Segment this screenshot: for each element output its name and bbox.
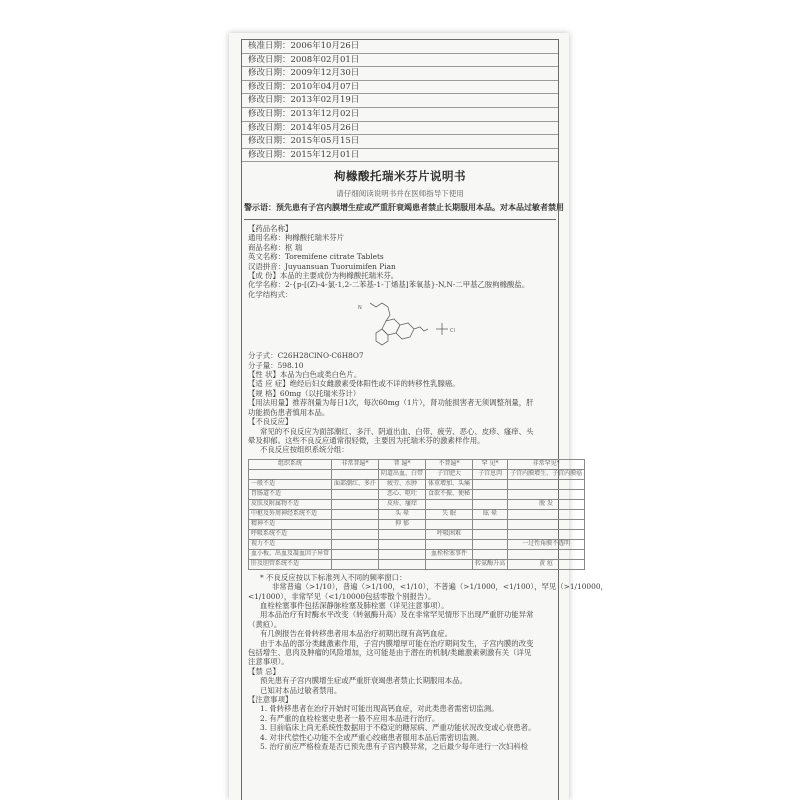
- table-cell: 面部潮红、多汗: [332, 479, 379, 489]
- table-row: [249, 489, 585, 499]
- indications: 【适 应 症】绝经后妇女雌激素受体阳性或不详的转移性乳腺癌。: [248, 379, 460, 389]
- paragraph-line: 有几例报告在骨转移患者用本品治疗初期出现有高钙血症。: [260, 629, 453, 639]
- molecular-formula: 分子式：C26H28ClNO·C6H8O7: [248, 351, 364, 361]
- table-cell: [473, 549, 508, 559]
- table-cell: 皮疹、瘙痒: [379, 499, 426, 509]
- warning-statement: 警示语：预先患有子宫内膜增生症或严重肝衰竭患者禁止长期服用本品。对本品过敏者禁用: [244, 202, 556, 220]
- revision-date: 修改日期：2010年04月07日: [242, 81, 558, 95]
- table-cell: 子宫内膜增生、子宫内膜癌: [508, 469, 585, 479]
- table-cell: 血栓栓塞事件: [426, 549, 473, 559]
- table-cell: 恶心、呕吐: [379, 489, 426, 499]
- table-cell: [508, 519, 585, 529]
- paragraph-line: 注意事项）。: [248, 657, 289, 667]
- document-title: 枸橼酸托瑞米芬片说明书: [334, 169, 466, 183]
- section-drug-name: 【药品名称】: [248, 224, 293, 233]
- revision-date: 修改日期：2015年12月01日: [242, 149, 558, 163]
- table-row: [249, 549, 585, 559]
- table-cell: [508, 509, 585, 519]
- table-cell: [379, 529, 426, 539]
- revision-date: 修改日期：2008年02月01日: [242, 54, 558, 68]
- table-header-cell: 不普遍*: [426, 459, 473, 469]
- table-cell: 精神不适: [249, 519, 332, 529]
- contraindications-header: 【禁 忌】: [248, 666, 280, 676]
- table-row: [249, 559, 585, 569]
- table-cell: [473, 519, 508, 529]
- table-cell: [332, 539, 379, 549]
- table-cell: [379, 559, 426, 569]
- leaflet-frame: [241, 39, 608, 800]
- table-cell: 疲劳、水肿: [379, 479, 426, 489]
- table-cell: 一过性角膜不透明: [508, 539, 585, 549]
- table-cell: [473, 479, 508, 489]
- table-cell: 转氨酶升高: [473, 559, 508, 569]
- adverse-reaction-table: [248, 459, 585, 570]
- revision-date: 修改日期：2015年05月15日: [242, 135, 558, 149]
- table-cell: [332, 499, 379, 509]
- table-cell: 体重增加、头痛: [426, 479, 473, 489]
- paragraph-line: （黄疸）。: [248, 619, 282, 629]
- table-cell: [426, 519, 473, 529]
- table-cell: 肝及胆管系统不适: [249, 559, 332, 569]
- revision-date: 修改日期：2009年12月30日: [242, 67, 558, 81]
- precautions-header: 【注意事项】: [248, 695, 293, 704]
- table-cell: 呼吸系统不适: [249, 529, 332, 539]
- pinyin-name: 汉语拼音：Juyuansuan Tuoruimifen Pian: [248, 261, 396, 271]
- table-cell: 黄 疸: [508, 559, 585, 569]
- table-cell: [426, 559, 473, 569]
- chemical-structure-label: 化学结构式：: [248, 289, 293, 299]
- molecular-weight: 分子量：598.10: [248, 360, 304, 370]
- precaution-line: 5. 治疗前应严格检查是否已预先患有子宫内膜异常，之后最少每年进行一次妇科检: [260, 742, 529, 752]
- paragraph-line: 包括增生、息肉及肿瘤的风险增加，这可能是由于潜在的机制/类雌激素刺激有关（详见: [248, 647, 532, 657]
- structure-diagram-icon: [356, 301, 466, 351]
- ingredients: 【成 份】本品的主要成份为枸橼酸托瑞米芬。: [248, 271, 399, 281]
- generic-name: 通用名称：枸橼酸托瑞米芬片: [248, 233, 345, 243]
- table-cell: [332, 509, 379, 519]
- adverse-reactions-text: 不良反应按组织系统分组：: [260, 445, 349, 455]
- precaution-line: 3. 目前临床上尚无系统性数据用于不稳定的糖尿病、严重功能状况改变或心衰患者。: [260, 723, 536, 733]
- table-cell: [332, 559, 379, 569]
- precaution-line: 1. 骨转移患者在治疗开始时可能出现高钙血症，对此类患者需密切监测。: [260, 704, 499, 714]
- table-cell: [379, 549, 426, 559]
- table-cell: 抑 郁: [379, 519, 426, 529]
- table-cell: [426, 499, 473, 509]
- table-cell: 血小板、出血及凝血因子异常: [249, 549, 332, 559]
- document-subtitle: 请仔细阅读说明书并在医师指导下使用: [336, 189, 464, 198]
- english-name: 英文名称：Toremifene citrate Tablets: [248, 252, 384, 262]
- adverse-reactions-text: 晕及抑郁。这些不良反应通常很轻微，主要因为托瑞米芬的激素样作用。: [248, 435, 485, 445]
- contraindication-line: 已知对本品过敏者禁用。: [260, 685, 342, 695]
- trade-name: 商品名称：枢 瑞: [248, 242, 303, 252]
- chemical-structure: [248, 299, 554, 351]
- table-cell: [508, 529, 585, 539]
- table-cell: 子宫肥大: [426, 469, 473, 479]
- dosage-line-1: 【用法用量】推荐剂量为每日1次，每次60mg（1片），肾功能损害者无须调整剂量，肝: [248, 398, 534, 408]
- table-cell: [508, 489, 585, 499]
- chemical-name: 化学名称：2-{p-[(Z)-4-氯-1,2-二苯基-1-丁烯基]苯氧基}-N,N-二甲基乙胺枸橼酸盐。: [248, 280, 530, 290]
- table-cell: [332, 489, 379, 499]
- table-cell: [473, 539, 508, 549]
- revision-date: 修改日期：2013年12月02日: [242, 108, 558, 122]
- table-cell: [473, 529, 508, 539]
- table-header-cell: 非常罕见*: [508, 459, 585, 469]
- svg-text:Cl: Cl: [450, 328, 455, 335]
- table-cell: 食欲不振、便秘: [426, 489, 473, 499]
- table-cell: 子宫息肉: [473, 469, 508, 479]
- frequency-note: <1/1000），非常罕见（<1/10000包括零散个别报告）。: [248, 591, 436, 601]
- table-cell: [426, 539, 473, 549]
- leaflet-body: [248, 224, 608, 752]
- adverse-reactions-text: 常见的不良反应为面部潮红、多汗、阴道出血、白带、疲劳、恶心、皮疹、瘙痒、头: [260, 426, 534, 436]
- table-row: [249, 509, 585, 519]
- table-cell: 中枢及外周神经系统不适: [249, 509, 332, 519]
- table-cell: 皮肤及附属物不适: [249, 499, 332, 509]
- table-header-cell: 罕 见*: [473, 459, 508, 469]
- table-cell: 一般不适: [249, 479, 332, 489]
- table-header-row: [249, 459, 585, 469]
- paragraph-line: 血栓栓塞事件包括深静脉栓塞及肺栓塞（详见注意事项）。: [260, 600, 449, 610]
- table-header-cell: 非常普遍*: [332, 459, 379, 469]
- table-header-cell: 组织系统: [249, 459, 332, 469]
- revision-date: 核准日期：2006年10月26日: [242, 40, 558, 54]
- adverse-reaction-table-body: [249, 469, 585, 569]
- table-cell: 呼吸困难: [426, 529, 473, 539]
- dosage-line-2: 功能损伤患者慎用本品。: [248, 407, 330, 417]
- table-row: [249, 499, 585, 509]
- table-row: [249, 529, 585, 539]
- svg-text:N: N: [358, 305, 362, 312]
- precaution-line: 4. 对非代偿性心功能不全或严重心绞痛患者服用本品后需密切监测。: [260, 732, 484, 742]
- table-cell: [379, 539, 426, 549]
- table-cell: [249, 469, 332, 479]
- table-row: [249, 469, 585, 479]
- table-cell: 脱 发: [508, 499, 585, 509]
- revision-date: 修改日期：2014年05月26日: [242, 122, 558, 136]
- table-cell: [332, 529, 379, 539]
- table-row: [249, 519, 585, 529]
- revision-dates: [242, 40, 558, 162]
- table-row: [249, 479, 585, 489]
- contraindication-line: 预先患有子宫内膜增生症或严重肝衰竭患者禁止长期服用本品。: [260, 676, 467, 686]
- table-cell: [332, 519, 379, 529]
- paragraph-line: 由于本品的部分类雌激素作用，子宫内膜增厚可能在治疗期间发生，子宫内膜的改变: [260, 638, 534, 648]
- table-cell: [473, 489, 508, 499]
- specification: 【规 格】60mg（以托瑞米芬计）: [248, 388, 361, 398]
- table-cell: [508, 479, 585, 489]
- instruction-leaflet: [229, 33, 608, 800]
- frequency-note: 非常普遍（>1/10），普遍（>1/100，<1/10），不普遍（>1/1000，<1/100），罕见（>1/10000，: [272, 582, 608, 592]
- adverse-reactions-header: 【不良反应】: [248, 417, 293, 427]
- table-cell: 眩 晕: [473, 509, 508, 519]
- table-cell: 阴道出血、白带: [379, 469, 426, 479]
- table-cell: [473, 499, 508, 509]
- table-cell: 失 眠: [426, 509, 473, 519]
- table-cell: 胃肠道不适: [249, 489, 332, 499]
- paragraph-line: 用本品治疗有时酶水平改变（转氨酶升高）及在非常罕见情形下出现严重肝功能异常: [260, 610, 534, 620]
- table-cell: 头 晕: [379, 509, 426, 519]
- table-cell: 视力不适: [249, 539, 332, 549]
- table-header-cell: 普 遍*: [379, 459, 426, 469]
- frequency-note: * 不良反应按以下标准列入不同的频率窗口：: [260, 572, 407, 582]
- table-cell: [508, 549, 585, 559]
- precaution-line: 2. 有严重的血栓栓塞史患者一般不应用本品进行治疗。: [260, 713, 440, 723]
- revision-date: 修改日期：2013年02月19日: [242, 94, 558, 108]
- table-cell: [332, 549, 379, 559]
- character: 【性 状】本品为白色或类白色片。: [248, 370, 362, 380]
- table-row: [249, 539, 585, 549]
- table-cell: [332, 469, 379, 479]
